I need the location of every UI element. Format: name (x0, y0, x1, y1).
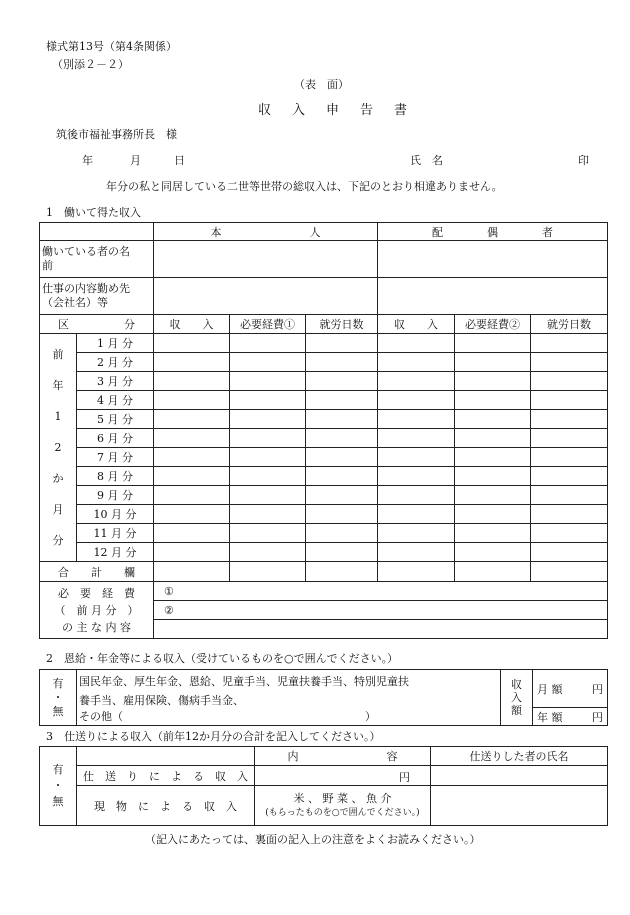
seal-label: 印 (578, 154, 589, 167)
in-kind-note: (もらったものを○で囲んでください。) (265, 807, 420, 818)
blank-header-cell (40, 223, 154, 241)
work-income-table (39, 222, 608, 639)
spouse-expense-cell[interactable] (455, 372, 531, 391)
dot-label-3: ・ (52, 779, 64, 792)
in-kind-items: 米 、 野 菜 、 魚 介 (293, 791, 392, 805)
spouse-workdays-cell[interactable] (531, 353, 608, 372)
total-self-expense[interactable] (230, 562, 306, 582)
section2-heading: 2 恩給・年金等による収入（受けているものを○で囲んでください。） (46, 652, 399, 665)
self-workdays-cell[interactable] (306, 467, 378, 486)
self-income-cell[interactable] (154, 334, 230, 353)
attachment-label: （別添２－２） (52, 58, 129, 71)
self-income-cell[interactable] (154, 391, 230, 410)
date-year-label: 年 (82, 154, 93, 167)
month-label: 11 月 分 (77, 524, 154, 543)
self-workdays-cell[interactable] (306, 429, 378, 448)
spouse-expense-cell[interactable] (455, 543, 531, 562)
spouse-income-cell[interactable] (378, 410, 455, 429)
self-expense-cell[interactable] (230, 334, 306, 353)
spouse-expense-cell[interactable] (455, 353, 531, 372)
income-amount-char2: 入 (511, 691, 522, 704)
expense2-detail-field[interactable] (154, 601, 608, 620)
spouse-income-cell[interactable] (378, 467, 455, 486)
self-expense-cell[interactable] (230, 391, 306, 410)
self-worker-name-field[interactable] (154, 241, 378, 278)
remittance-sender-field[interactable] (431, 766, 608, 786)
spouse-workdays-cell[interactable] (531, 448, 608, 467)
spouse-workdays-cell[interactable] (531, 524, 608, 543)
page-title: 収 入 申 告 書 (258, 103, 412, 118)
row-job: 仕事の内容勤め先（会社名）等 (40, 278, 154, 315)
expense-label-line3: の 主 な 内 容 (62, 620, 131, 634)
spouse-workdays-cell[interactable] (531, 429, 608, 448)
date-day-label: 日 (174, 154, 185, 167)
spouse-expense-header: 必要経費② (455, 315, 531, 334)
month-label: 7 月 分 (77, 448, 154, 467)
spouse-expense-cell[interactable] (455, 448, 531, 467)
mark-1: ① (164, 584, 174, 598)
side-label-char: 2 (54, 441, 62, 454)
remittance-row-label: 仕 送 り に よ る 収 入 (77, 766, 255, 786)
yearly-yen: 円 (592, 710, 603, 724)
month-label: 5 月 分 (77, 410, 154, 429)
self-job-field[interactable] (154, 278, 378, 315)
in-kind-sender-field[interactable] (431, 786, 608, 826)
month-label: 12 月 分 (77, 543, 154, 562)
self-income-cell[interactable] (154, 372, 230, 391)
yes-label-3: 有 (52, 763, 64, 776)
spouse-income-cell[interactable] (378, 543, 455, 562)
self-expense-cell[interactable] (230, 353, 306, 372)
self-workdays-cell[interactable] (306, 524, 378, 543)
expense-detail-label (40, 582, 154, 639)
self-workdays-cell[interactable] (306, 543, 378, 562)
form-number: 様式第13号（第4条関係） (46, 40, 177, 53)
footer-note: （記入にあたっては、裏面の記入上の注意をよくお読みください。） (145, 833, 481, 846)
income-amount-char1: 収 (511, 678, 522, 691)
spouse-income-cell[interactable] (378, 391, 455, 410)
self-expense-cell[interactable] (230, 486, 306, 505)
income-amount-label (501, 670, 533, 726)
name-label: 氏 名 (410, 154, 443, 167)
month-label: 10 月 分 (77, 505, 154, 524)
spouse-workdays-cell[interactable] (531, 543, 608, 562)
spouse-expense-cell[interactable] (455, 429, 531, 448)
self-workdays-cell[interactable] (306, 372, 378, 391)
spouse-income-cell[interactable] (378, 334, 455, 353)
spouse-expense-cell[interactable] (455, 410, 531, 429)
spouse-income-cell[interactable] (378, 524, 455, 543)
monthly-amount-field[interactable] (533, 670, 608, 708)
month-label: 8 月 分 (77, 467, 154, 486)
yearly-label: 年 額 (537, 710, 563, 724)
side-label-char: 前 (52, 348, 64, 361)
spouse-income-header: 収 入 (378, 315, 455, 334)
month-label: 4 月 分 (77, 391, 154, 410)
yes-label: 有 (52, 676, 64, 690)
spouse-workdays-cell[interactable] (531, 410, 608, 429)
month-label: 6 月 分 (77, 429, 154, 448)
in-kind-row-label: 現 物 に よ る 収 入 (77, 786, 255, 826)
spouse-income-cell[interactable] (378, 505, 455, 524)
remittance-income-table (39, 746, 608, 826)
self-income-cell[interactable] (154, 524, 230, 543)
monthly-yen: 円 (592, 682, 603, 696)
self-income-cell[interactable] (154, 486, 230, 505)
spouse-workdays-cell[interactable] (531, 486, 608, 505)
self-workdays-header: 就労日数 (306, 315, 378, 334)
month-label: 1 月 分 (77, 334, 154, 353)
spouse-workdays-header: 就労日数 (531, 315, 608, 334)
self-workdays-cell[interactable] (306, 410, 378, 429)
month-label: 9 月 分 (77, 486, 154, 505)
spouse-expense-cell[interactable] (455, 524, 531, 543)
total-spouse-income[interactable] (378, 562, 455, 582)
pension-types-line2: 養手当、雇用保険、傷病手当金、 (77, 692, 501, 708)
side-label-char: 1 (54, 410, 62, 423)
side-label-char: 分 (52, 534, 64, 547)
in-kind-content[interactable] (255, 786, 431, 826)
sender-header: 仕送りした者の氏名 (431, 747, 608, 766)
spouse-expense-cell[interactable] (455, 391, 531, 410)
no-label-3: 無 (52, 795, 64, 808)
declaration-text: 年分の私と同居している二世等世帯の総収入は、下記のとおり相違ありません。 (106, 180, 503, 193)
month-label: 3 月 分 (77, 372, 154, 391)
section1-heading: 1 働いて得た収入 (46, 206, 141, 219)
previous-year-12-months-label (40, 334, 77, 562)
blank-header-cell-3 (77, 747, 255, 766)
row-worker-name: 働いている者の名 前 (40, 241, 154, 278)
self-expense-cell[interactable] (230, 429, 306, 448)
spouse-workdays-cell[interactable] (531, 391, 608, 410)
side-label: （表 面） (294, 78, 349, 91)
self-expense-cell[interactable] (230, 467, 306, 486)
self-expense-cell[interactable] (230, 505, 306, 524)
pension-types-line1: 国民年金、厚生年金、恩給、児童手当、児童扶養手当、特別児童扶 (77, 670, 501, 692)
expense-detail-extra-field[interactable] (154, 620, 608, 639)
self-income-cell[interactable] (154, 505, 230, 524)
side-label-char: 年 (52, 379, 64, 392)
monthly-label: 月 額 (537, 682, 563, 696)
kubun-header: 区 分 (40, 315, 154, 334)
self-workdays-cell[interactable] (306, 334, 378, 353)
self-workdays-cell[interactable] (306, 448, 378, 467)
total-self-income[interactable] (154, 562, 230, 582)
col-spouse: 配 偶 者 (378, 223, 608, 241)
self-workdays-cell[interactable] (306, 486, 378, 505)
self-income-cell[interactable] (154, 410, 230, 429)
spouse-workdays-cell[interactable] (531, 372, 608, 391)
spouse-workdays-cell[interactable] (531, 467, 608, 486)
mark-2: ② (164, 603, 174, 617)
self-income-cell[interactable] (154, 429, 230, 448)
spouse-expense-cell[interactable] (455, 486, 531, 505)
total-self-workdays[interactable] (306, 562, 378, 582)
spouse-expense-cell[interactable] (455, 334, 531, 353)
self-expense-cell[interactable] (230, 448, 306, 467)
spouse-income-cell[interactable] (378, 353, 455, 372)
spouse-expense-cell[interactable] (455, 505, 531, 524)
self-income-header: 収 入 (154, 315, 230, 334)
total-spouse-workdays[interactable] (531, 562, 608, 582)
addressee: 筑後市福祉事務所長 様 (56, 128, 177, 141)
self-expense-cell[interactable] (230, 543, 306, 562)
spouse-workdays-cell[interactable] (531, 334, 608, 353)
total-spouse-expense[interactable] (455, 562, 531, 582)
expense-label-line1: 必 要 経 費 (58, 586, 135, 600)
expense1-detail-field[interactable] (154, 582, 608, 601)
self-expense-cell[interactable] (230, 372, 306, 391)
total-row-label: 合 計 欄 (40, 562, 154, 582)
spouse-income-cell[interactable] (378, 372, 455, 391)
spouse-income-cell[interactable] (378, 448, 455, 467)
remittance-yen: 円 (399, 771, 410, 784)
remittance-amount-field[interactable] (255, 766, 431, 786)
dot-label: ・ (52, 690, 64, 704)
self-income-cell[interactable] (154, 467, 230, 486)
content-header: 内 容 (255, 747, 431, 766)
self-workdays-cell[interactable] (306, 391, 378, 410)
spouse-income-cell[interactable] (378, 429, 455, 448)
self-workdays-cell[interactable] (306, 353, 378, 372)
pension-yesno[interactable] (40, 670, 77, 726)
pension-types-line3[interactable]: その他（ ） (77, 708, 501, 726)
spouse-expense-cell[interactable] (455, 467, 531, 486)
remittance-yesno[interactable] (40, 747, 77, 826)
spouse-income-cell[interactable] (378, 486, 455, 505)
self-income-cell[interactable] (154, 543, 230, 562)
self-expense-cell[interactable] (230, 524, 306, 543)
income-amount-char3: 額 (511, 704, 522, 717)
side-label-char: か (52, 472, 64, 485)
spouse-workdays-cell[interactable] (531, 505, 608, 524)
self-expense-header: 必要経費① (230, 315, 306, 334)
self-workdays-cell[interactable] (306, 505, 378, 524)
pension-income-table (39, 669, 608, 726)
section3-heading: 3 仕送りによる収入（前年12か月分の合計を記入してください。） (46, 730, 381, 743)
self-expense-cell[interactable] (230, 410, 306, 429)
month-label: 2 月 分 (77, 353, 154, 372)
self-income-cell[interactable] (154, 448, 230, 467)
date-month-label: 月 (130, 154, 141, 167)
spouse-worker-name-field[interactable] (378, 241, 608, 278)
col-self: 本 人 (154, 223, 378, 241)
expense-label-line2: （ 前 月 分 ） (54, 603, 139, 617)
yearly-amount-field[interactable] (533, 708, 608, 726)
side-label-char: 月 (52, 503, 64, 516)
spouse-job-field[interactable] (378, 278, 608, 315)
no-label: 無 (52, 704, 64, 718)
self-income-cell[interactable] (154, 353, 230, 372)
